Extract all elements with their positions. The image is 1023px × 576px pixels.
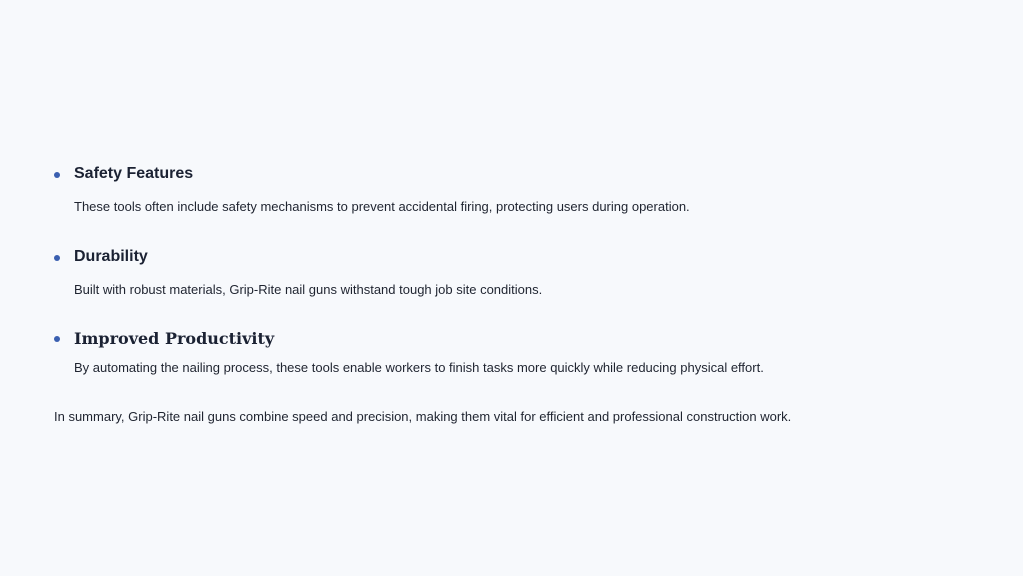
- item-title: Durability: [74, 248, 148, 265]
- bullet-dot-icon: [54, 255, 60, 261]
- item-description: By automating the nailing process, these tools enable workers to finish tasks more quickly while reducing physical effort.: [74, 360, 764, 375]
- summary-paragraph: In summary, Grip-Rite nail guns combine speed and precision, making them vital for efficient and professional construction work.: [54, 409, 792, 424]
- list-item-durability: [54, 244, 542, 299]
- list-item-improved-productivity: [54, 326, 764, 377]
- item-description: These tools often include safety mechanisms to prevent accidental firing, protecting users during operation.: [74, 199, 690, 214]
- bullet-dot-icon: [54, 336, 60, 342]
- item-title: Safety Features: [74, 165, 194, 182]
- item-title: Improved Productivity: [74, 329, 275, 348]
- list-item-safety-features: [54, 161, 690, 216]
- item-description: Built with robust materials, Grip-Rite nail guns withstand tough job site conditions.: [74, 282, 543, 297]
- bullet-dot-icon: [54, 172, 60, 178]
